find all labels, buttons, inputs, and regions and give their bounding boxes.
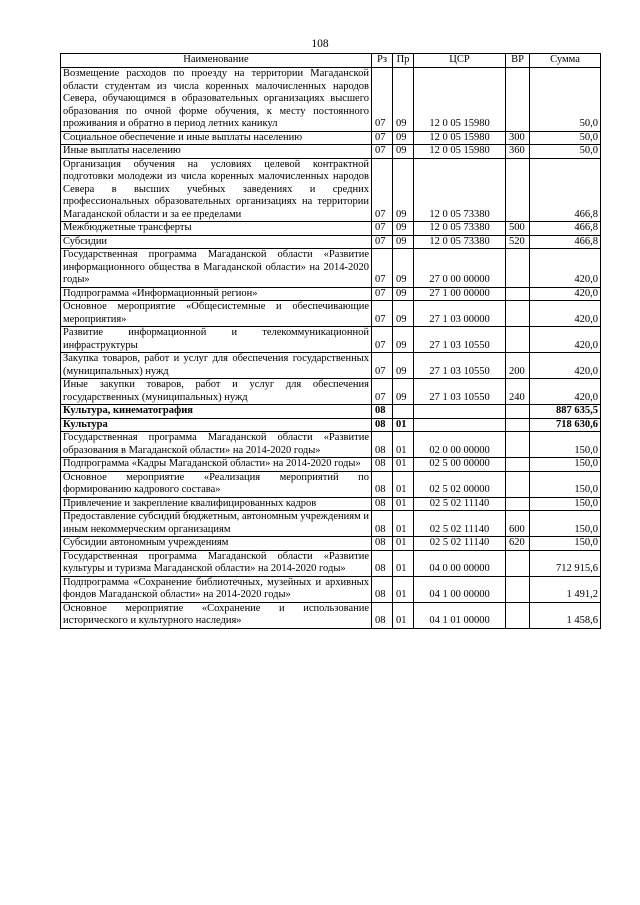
table-row [61, 327, 601, 353]
table-row [61, 405, 601, 419]
cell-rz: 07 [372, 235, 393, 249]
cell-name: Субсидии автономным учреждениям [61, 537, 372, 551]
cell-pr: 09 [393, 353, 414, 379]
cell-vr: 240 [506, 379, 530, 405]
cell-name: Организация обучения на условиях целевой контрактной подготовки молодежи из числа коренных малочисленных народов Севера в высших учебных заведениях и средних профессиональных образовательных организациях на территории Магаданской области и за ее пределами [61, 158, 372, 222]
cell-name: Государственная программа Магаданской области «Развитие культуры и туризма Магаданской области» на 2014-2020 годы» [61, 550, 372, 576]
cell-vr: 300 [506, 131, 530, 145]
header-pr: Пр [393, 54, 414, 68]
cell-sum: 718 630,6 [530, 418, 601, 432]
table-row [61, 497, 601, 511]
cell-vr [506, 602, 530, 628]
cell-pr: 01 [393, 471, 414, 497]
cell-csr: 27 1 03 10550 [414, 353, 506, 379]
header-sum: Сумма [530, 54, 601, 68]
table-row [61, 458, 601, 472]
cell-pr: 09 [393, 235, 414, 249]
cell-rz: 08 [372, 602, 393, 628]
cell-vr [506, 405, 530, 419]
table-row [61, 249, 601, 288]
cell-name: Предоставление субсидий бюджетным, автономным учреждениям и иным некоммерческим организациям [61, 511, 372, 537]
cell-rz: 08 [372, 550, 393, 576]
cell-csr: 12 0 05 15980 [414, 145, 506, 159]
table-row [61, 379, 601, 405]
table-row [61, 287, 601, 301]
header-vr: ВР [506, 54, 530, 68]
cell-csr: 12 0 05 73380 [414, 222, 506, 236]
cell-name: Подпрограмма «Кадры Магаданской области» на 2014-2020 годы» [61, 458, 372, 472]
cell-rz: 08 [372, 497, 393, 511]
table-row [61, 576, 601, 602]
cell-csr: 04 0 00 00000 [414, 550, 506, 576]
cell-pr: 09 [393, 287, 414, 301]
cell-sum: 50,0 [530, 145, 601, 159]
cell-pr: 01 [393, 458, 414, 472]
cell-csr: 27 1 03 10550 [414, 379, 506, 405]
cell-pr: 09 [393, 131, 414, 145]
cell-vr: 620 [506, 537, 530, 551]
table-row [61, 131, 601, 145]
cell-pr: 01 [393, 602, 414, 628]
cell-pr: 09 [393, 379, 414, 405]
cell-csr [414, 405, 506, 419]
cell-sum: 1 458,6 [530, 602, 601, 628]
cell-rz: 08 [372, 511, 393, 537]
cell-pr: 09 [393, 327, 414, 353]
cell-sum: 466,8 [530, 235, 601, 249]
cell-csr: 02 5 02 11140 [414, 537, 506, 551]
cell-csr: 02 0 00 00000 [414, 432, 506, 458]
cell-pr: 01 [393, 418, 414, 432]
cell-csr: 27 1 00 00000 [414, 287, 506, 301]
cell-name: Субсидии [61, 235, 372, 249]
cell-name: Подпрограмма «Информационный регион» [61, 287, 372, 301]
cell-rz: 07 [372, 379, 393, 405]
cell-name: Основное мероприятие «Общесистемные и обеспечивающие мероприятия» [61, 301, 372, 327]
cell-csr: 12 0 05 15980 [414, 68, 506, 132]
cell-pr: 01 [393, 497, 414, 511]
cell-vr [506, 158, 530, 222]
cell-name: Подпрограмма «Сохранение библиотечных, музейных и архивных фондов Магаданской области» на 2014-2020 годы» [61, 576, 372, 602]
cell-pr: 01 [393, 432, 414, 458]
cell-rz: 08 [372, 458, 393, 472]
cell-name: Привлечение и закрепление квалифицированных кадров [61, 497, 372, 511]
cell-name: Культура [61, 418, 372, 432]
cell-sum: 712 915,6 [530, 550, 601, 576]
cell-pr: 01 [393, 537, 414, 551]
cell-rz: 07 [372, 327, 393, 353]
table-row [61, 537, 601, 551]
cell-sum: 1 491,2 [530, 576, 601, 602]
cell-vr [506, 471, 530, 497]
table-row [61, 353, 601, 379]
cell-vr [506, 418, 530, 432]
cell-name: Иные выплаты населению [61, 145, 372, 159]
cell-csr: 02 5 02 11140 [414, 497, 506, 511]
cell-pr: 01 [393, 576, 414, 602]
cell-csr: 02 5 02 11140 [414, 511, 506, 537]
cell-pr: 09 [393, 145, 414, 159]
cell-sum: 420,0 [530, 327, 601, 353]
cell-pr: 01 [393, 550, 414, 576]
header-csr: ЦСР [414, 54, 506, 68]
cell-rz: 07 [372, 287, 393, 301]
cell-pr: 01 [393, 511, 414, 537]
cell-csr: 27 0 00 00000 [414, 249, 506, 288]
budget-table [60, 53, 601, 629]
cell-sum: 466,8 [530, 222, 601, 236]
cell-vr [506, 458, 530, 472]
cell-csr: 02 5 00 00000 [414, 458, 506, 472]
cell-rz: 08 [372, 405, 393, 419]
cell-rz: 08 [372, 432, 393, 458]
cell-csr: 12 0 05 73380 [414, 235, 506, 249]
cell-vr [506, 249, 530, 288]
cell-pr: 09 [393, 249, 414, 288]
table-row [61, 68, 601, 132]
cell-rz: 07 [372, 145, 393, 159]
cell-sum: 150,0 [530, 537, 601, 551]
table-row [61, 602, 601, 628]
cell-pr [393, 405, 414, 419]
cell-sum: 420,0 [530, 379, 601, 405]
cell-rz: 07 [372, 131, 393, 145]
table-row [61, 158, 601, 222]
table-row [61, 301, 601, 327]
cell-name: Культура, кинематография [61, 405, 372, 419]
cell-vr [506, 287, 530, 301]
cell-rz: 07 [372, 158, 393, 222]
cell-rz: 07 [372, 249, 393, 288]
cell-sum: 150,0 [530, 511, 601, 537]
cell-sum: 887 635,5 [530, 405, 601, 419]
cell-rz: 08 [372, 471, 393, 497]
cell-name: Возмещение расходов по проезду на территории Магаданской области студентам из числа коренных малочисленных народов Севера, обучающимся в образовательных организациях высшего образования по очной форме обучения, к месту постоянного проживания и обратно в период летних каникул [61, 68, 372, 132]
cell-sum: 420,0 [530, 249, 601, 288]
cell-vr: 360 [506, 145, 530, 159]
page-number: 108 [311, 38, 329, 50]
header-name: Наименование [61, 54, 372, 68]
table-row [61, 471, 601, 497]
cell-sum: 150,0 [530, 458, 601, 472]
cell-name: Основное мероприятие «Сохранение и использование исторического и культурного наследия» [61, 602, 372, 628]
cell-vr [506, 550, 530, 576]
cell-vr [506, 576, 530, 602]
cell-pr: 09 [393, 301, 414, 327]
cell-vr [506, 432, 530, 458]
cell-sum: 150,0 [530, 497, 601, 511]
cell-csr [414, 418, 506, 432]
cell-vr: 520 [506, 235, 530, 249]
cell-csr: 27 1 03 00000 [414, 301, 506, 327]
cell-csr: 04 1 00 00000 [414, 576, 506, 602]
cell-vr [506, 497, 530, 511]
cell-name: Иные закупки товаров, работ и услуг для обеспечения государственных (муниципальных) нужд [61, 379, 372, 405]
cell-name: Государственная программа Магаданской области «Развитие образования в Магаданской области» на 2014-2020 годы» [61, 432, 372, 458]
cell-vr [506, 327, 530, 353]
cell-csr: 27 1 03 10550 [414, 327, 506, 353]
cell-sum: 420,0 [530, 353, 601, 379]
cell-name: Развитие информационной и телекоммуникационной инфраструктуры [61, 327, 372, 353]
cell-name: Основное мероприятие «Реализация мероприятий по формированию кадрового состава» [61, 471, 372, 497]
cell-name: Государственная программа Магаданской области «Развитие информационного общества в Магаданской области» на 2014-2020 годы» [61, 249, 372, 288]
cell-vr: 500 [506, 222, 530, 236]
cell-sum: 50,0 [530, 68, 601, 132]
cell-vr: 600 [506, 511, 530, 537]
table-body [61, 68, 601, 629]
cell-name: Закупка товаров, работ и услуг для обеспечения государственных (муниципальных) нужд [61, 353, 372, 379]
cell-name: Межбюджетные трансферты [61, 222, 372, 236]
cell-sum: 150,0 [530, 432, 601, 458]
cell-vr [506, 301, 530, 327]
cell-vr: 200 [506, 353, 530, 379]
cell-csr: 04 1 01 00000 [414, 602, 506, 628]
header-row [61, 54, 601, 68]
table-row [61, 511, 601, 537]
cell-sum: 466,8 [530, 158, 601, 222]
header-rz: Рз [372, 54, 393, 68]
cell-vr [506, 68, 530, 132]
cell-rz: 08 [372, 537, 393, 551]
cell-rz: 07 [372, 68, 393, 132]
cell-rz: 08 [372, 576, 393, 602]
cell-sum: 50,0 [530, 131, 601, 145]
cell-pr: 09 [393, 222, 414, 236]
cell-csr: 02 5 02 00000 [414, 471, 506, 497]
table-row [61, 145, 601, 159]
cell-sum: 150,0 [530, 471, 601, 497]
cell-rz: 07 [372, 301, 393, 327]
table-row [61, 432, 601, 458]
cell-sum: 420,0 [530, 287, 601, 301]
cell-rz: 07 [372, 222, 393, 236]
cell-rz: 08 [372, 418, 393, 432]
cell-rz: 07 [372, 353, 393, 379]
cell-csr: 12 0 05 15980 [414, 131, 506, 145]
cell-sum: 420,0 [530, 301, 601, 327]
cell-csr: 12 0 05 73380 [414, 158, 506, 222]
table-row [61, 222, 601, 236]
cell-pr: 09 [393, 68, 414, 132]
table-row [61, 235, 601, 249]
table-row [61, 550, 601, 576]
cell-name: Социальное обеспечение и иные выплаты населению [61, 131, 372, 145]
cell-pr: 09 [393, 158, 414, 222]
table-row [61, 418, 601, 432]
